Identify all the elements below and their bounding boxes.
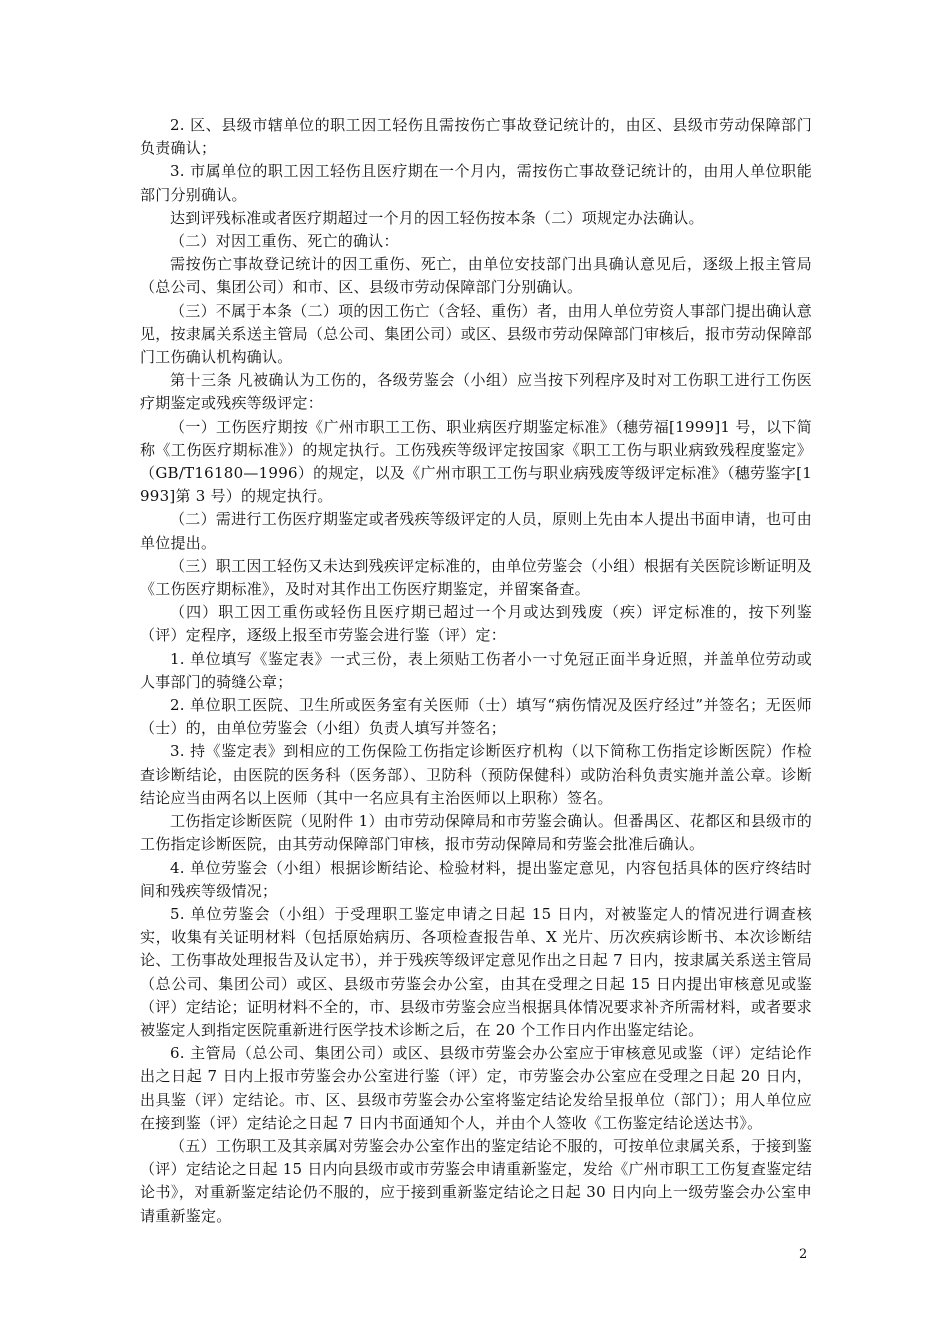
paragraph: 2. 单位职工医院、卫生所或医务室有关医师（士）填写“病伤情况及医疗经过”并签名；无医师（士）的，由单位劳鉴会（小组）负责人填写并签名； [140, 696, 812, 738]
paragraph: （一）工伤医疗期按《广州市职工工伤、职业病医疗期鉴定标准》（穗劳福[1999]1 号，以下简称《工伤医疗期标准》）的规定执行。工伤残疾等级评定按国家《职工工伤与职业病致残程度鉴定》（GB/T16180—1996）的规定，以及《广州市职工工伤与职业病残废等级评定标准》（穗劳鉴字[1993]第 3 号）的规定执行。 [140, 417, 812, 506]
paragraph: 3. 市属单位的职工因工轻伤且医疗期在一个月内，需按伤亡事故登记统计的，由用人单位职能部门分别确认。 [140, 162, 812, 204]
paragraph: 4. 单位劳鉴会（小组）根据诊断结论、检验材料，提出鉴定意见，内容包括具体的医疗终结时间和残疾等级情况； [140, 858, 812, 900]
paragraph: 6. 主管局（总公司、集团公司）或区、县级市劳鉴会办公室应于审核意见或鉴（评）定结论作出之日起 7 日内上报市劳鉴会办公室进行鉴（评）定，市劳鉴会办公室应在受理之日起 20 日内，出具鉴（评）定结论。市、区、县级市劳鉴会办公室将鉴定结论发给呈报单位（部门）；用人单位应在接到鉴（评）定结论之日起 7 日内书面通知个人，并由个人签收《工伤鉴定结论送达书》。 [140, 1044, 812, 1132]
paragraph: 1. 单位填写《鉴定表》一式三份，表上须贴工伤者小一寸免冠正面半身近照，并盖单位劳动或人事部门的骑缝公章； [140, 649, 812, 691]
paragraph: 需按伤亡事故登记统计的因工重伤、死亡，由单位安技部门出具确认意见后，逐级上报主管局（总公司、集团公司）和市、区、县级市劳动保障部门分别确认。 [140, 255, 812, 297]
paragraph: （三）职工因工轻伤又未达到残疾评定标准的，由单位劳鉴会（小组）根据有关医院诊断证明及《工伤医疗期标准》，及时对其作出工伤医疗期鉴定，并留案备查。 [140, 556, 812, 599]
paragraph: （四）职工因工重伤或轻伤且医疗期已超过一个月或达到残废（疾）评定标准的，按下列鉴（评）定程序，逐级上报至市劳鉴会进行鉴（评）定： [140, 603, 812, 645]
paragraph: （五）工伤职工及其亲属对劳鉴会办公室作出的鉴定结论不服的，可按单位隶属关系，于接到鉴（评）定结论之日起 15 日内向县级市或市劳鉴会申请重新鉴定，发给《广州市职工工伤复查鉴定结论书》，对重新鉴定结论仍不服的，应于接到重新鉴定结论之日起 30 日内向上一级劳鉴会办公室申请重新鉴定。 [140, 1136, 812, 1225]
page-number: 2 [799, 1247, 808, 1262]
document-body [140, 114, 812, 1228]
paragraph: 2. 区、县级市辖单位的职工因工轻伤且需按伤亡事故登记统计的，由区、县级市劳动保障部门负责确认； [140, 116, 812, 158]
paragraph: （二）对因工重伤、死亡的确认： [170, 232, 399, 251]
paragraph: （三）不属于本条（二）项的因工伤亡（含轻、重伤）者，由用人单位劳资人事部门提出确认意见，按隶属关系送主管局（总公司、集团公司）或区、县级市劳动保障部门审核后，报市劳动保障部门工伤确认机构确认。 [140, 301, 812, 367]
paragraph: （二）需进行工伤医疗期鉴定或者残疾等级评定的人员，原则上先由本人提出书面申请，也可由单位提出。 [140, 510, 812, 552]
paragraph: 5. 单位劳鉴会（小组）于受理职工鉴定申请之日起 15 日内，对被鉴定人的情况进行调查核实，收集有关证明材料（包括原始病历、各项检查报告单、X 光片、历次疾病诊断书、本次诊断结论、工伤事故处理报告及认定书），并于残疾等级评定意见作出之日起 7 日内，按隶属关系送主管局（总公司、集团公司）或区、县级市劳鉴会办公室，由其在受理之日起 15 日内提出审核意见或鉴（评）定结论；证明材料不全的，市、县级市劳鉴会应当根据具体情况要求补齐所需材料，或者要求被鉴定人到指定医院重新进行医学技术诊断之后，在 20 个工作日内作出鉴定结论。 [140, 904, 812, 1039]
paragraph: 第十三条 凡被确认为工伤的，各级劳鉴会（小组）应当按下列程序及时对工伤职工进行工伤医疗期鉴定或残疾等级评定： [140, 371, 812, 413]
paragraph: 3. 持《鉴定表》到相应的工伤保险工伤指定诊断医疗机构（以下简称工伤指定诊断医院）作检查诊断结论，由医院的医务科（医务部）、卫防科（预防保健科）或防治科负责实施并盖公章。诊断结论应当由两名以上医师（其中一名应具有主治医师以上职称）签名。 [140, 742, 812, 807]
paragraph: 达到评残标准或者医疗期超过一个月的因工轻伤按本条（二）项规定办法确认。 [170, 208, 704, 227]
paragraph: 工伤指定诊断医院（见附件 1）由市劳动保障局和市劳鉴会确认。但番禺区、花都区和县级市的工伤指定诊断医院，由其劳动保障部门审核，报市劳动保障局和劳鉴会批准后确认。 [140, 812, 812, 854]
